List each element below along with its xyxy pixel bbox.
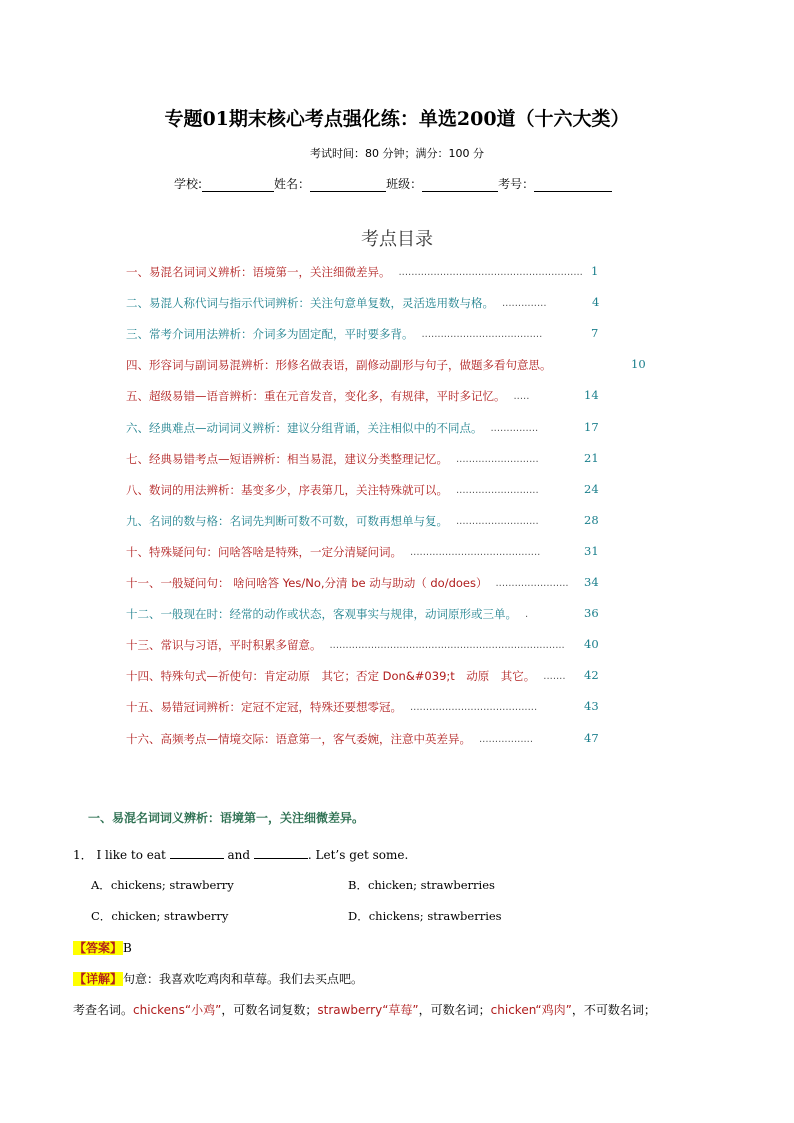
detail-text: 句意：我喜欢吃鸡肉和草莓。我们去买点吧。 — [123, 972, 364, 986]
toc-page-number: 1 — [591, 264, 599, 278]
toc-entry[interactable] — [126, 573, 569, 593]
toc-entry[interactable] — [126, 262, 583, 282]
toc-page-number: 34 — [584, 575, 599, 589]
toc-entry-text: 七、经典易错考点—短语辨析：相当易混，建议分类整理记忆。 — [126, 452, 448, 466]
option-d[interactable] — [348, 908, 502, 924]
class-blank[interactable] — [422, 178, 498, 192]
option-label: B． — [348, 878, 368, 892]
toc-page-number: 40 — [584, 637, 599, 651]
toc-entry[interactable] — [126, 418, 538, 438]
explanation-text: 考查名词。 — [73, 1003, 134, 1017]
option-label: A． — [91, 878, 111, 892]
answer-blank-2 — [254, 846, 308, 859]
exam-number-blank[interactable] — [534, 178, 612, 192]
toc-page-number: 4 — [592, 295, 600, 309]
exam-number-label: 考号： — [498, 177, 535, 191]
toc-entry[interactable] — [126, 449, 539, 469]
toc-entry[interactable] — [126, 604, 528, 624]
toc-leader-dots: .......................................................................... — [329, 639, 565, 651]
toc-entry[interactable] — [126, 729, 533, 749]
toc-page-number: 7 — [591, 326, 599, 340]
section-heading: 一、易混名词词义辨析：语境第一，关注细微差异。 — [88, 811, 365, 825]
toc-leader-dots: .......................... — [456, 515, 539, 527]
toc-leader-dots: ................. — [479, 733, 534, 745]
toc-title: 考点目录 — [361, 229, 433, 250]
toc-page-number: 24 — [584, 482, 599, 496]
toc-entry[interactable] — [126, 511, 539, 531]
stem-part-b: and — [227, 848, 251, 862]
toc-leader-dots: .............. — [502, 297, 547, 309]
toc-entry-text: 六、经典难点—动词词义辨析：建议分组背诵，关注相似中的不同点。 — [126, 421, 483, 435]
toc-page-number: 28 — [584, 513, 599, 527]
toc-leader-dots: .......................................................... — [398, 266, 583, 278]
answer-line — [73, 939, 132, 956]
question-number: 1． — [73, 848, 93, 862]
explanation-line — [73, 1001, 656, 1018]
toc-page-number: 47 — [584, 731, 599, 745]
school-blank[interactable] — [202, 178, 274, 192]
explanation-term: chickens“小鸡” — [133, 1003, 222, 1017]
toc-leader-dots: ........................................ — [410, 701, 538, 713]
option-text: chicken; strawberry — [111, 909, 229, 923]
option-a[interactable] — [91, 877, 234, 893]
toc-leader-dots: .......................... — [456, 453, 539, 465]
toc-page-number: 17 — [584, 420, 599, 434]
option-label: D． — [348, 909, 369, 923]
document-title: 专题01期末核心考点强化练：单选200道（十六大类） — [164, 108, 630, 130]
option-text: chickens; strawberry — [110, 878, 234, 892]
explanation-term: strawberry“草莓” — [317, 1003, 419, 1017]
option-text: chickens; strawberries — [368, 909, 502, 923]
toc-entry-text: 三、常考介词用法辨析：介词多为固定配，平时要多背。 — [126, 327, 414, 341]
answer-value: B — [123, 941, 132, 955]
toc-entry-text: 十一、一般疑问句： 啥问啥答 Yes/No,分清 be 动与助动（ do/does） — [126, 576, 488, 590]
toc-entry-text: 四、形容词与副词易混辨析：形修名做表语，副修动副形与句子，做题多看句意思。 — [126, 358, 552, 372]
toc-leader-dots: . — [525, 608, 529, 620]
school-label: 学校: — [174, 177, 203, 191]
explanation-text: ，可数名词； — [418, 1003, 491, 1017]
toc-leader-dots: ............... — [490, 422, 539, 434]
toc-entry[interactable] — [126, 355, 552, 375]
toc-entry-text: 五、超级易错—语音辨析：重在元音发音，变化多，有规律，平时多记忆。 — [126, 389, 506, 403]
explanation-text: ，不可数名词； — [571, 1003, 656, 1017]
option-text: chicken; strawberries — [367, 878, 495, 892]
option-b[interactable] — [348, 877, 495, 893]
toc-entry-text: 九、名词的数与格：名词先判断可数不可数，可数再想单与复。 — [126, 514, 448, 528]
answer-blank-1 — [170, 846, 224, 859]
toc-page-number: 21 — [584, 451, 599, 465]
toc-entry-text: 十五、易错冠词辨析：定冠不定冠，特殊还要想零冠。 — [126, 700, 402, 714]
toc-entry[interactable] — [126, 293, 547, 313]
toc-entry[interactable] — [126, 542, 540, 562]
toc-entry-text: 十二、一般现在时：经常的动作或状态，客观事实与规律，动词原形或三单。 — [126, 607, 517, 621]
toc-entry-text: 十、特殊疑问句：问啥答啥是特殊，一定分清疑问词。 — [126, 545, 402, 559]
toc-leader-dots: ..... — [513, 390, 530, 402]
toc-leader-dots: ....... — [543, 670, 566, 682]
toc-entry-text: 十六、高频考点—情境交际：语意第一，客气委婉，注意中英差异。 — [126, 732, 471, 746]
toc-page-number: 10 — [631, 357, 646, 371]
toc-page-number: 14 — [584, 388, 599, 402]
explanation-term: chicken“鸡肉” — [490, 1003, 572, 1017]
toc-entry-text: 一、易混名词词义辨析：语境第一，关注细微差异。 — [126, 265, 391, 279]
toc-leader-dots: ......................................... — [410, 546, 541, 558]
name-blank[interactable] — [310, 178, 386, 192]
student-info-fields — [174, 175, 612, 192]
toc-entry[interactable] — [126, 666, 566, 686]
toc-entry[interactable] — [126, 386, 529, 406]
toc-entry-text: 十四、特殊句式—祈使句：肯定动原 其它；否定 Don&#039;t 动原 其它。 — [126, 669, 536, 683]
toc-entry[interactable] — [126, 635, 565, 655]
toc-entry[interactable] — [126, 324, 542, 344]
toc-leader-dots: ...................................... — [421, 328, 543, 340]
toc-page-number: 43 — [584, 699, 599, 713]
detail-line — [73, 970, 363, 987]
toc-entry-text: 二、易混人称代词与指示代词辨析：关注句意单复数，灵活选用数与格。 — [126, 296, 494, 310]
class-label: 班级： — [386, 177, 423, 191]
toc-entry[interactable] — [126, 697, 537, 717]
option-c[interactable] — [91, 908, 228, 924]
explanation-text: ，可数名词复数； — [221, 1003, 318, 1017]
detail-badge: 【详解】 — [74, 972, 123, 986]
answer-badge: 【答案】 — [74, 941, 123, 955]
stem-part-c: . Let’s get some. — [307, 848, 409, 862]
toc-entry[interactable] — [126, 480, 539, 500]
option-label: C． — [91, 909, 112, 923]
toc-entry-text: 八、数词的用法辨析：基变多少，序表第几，关注特殊就可以。 — [126, 483, 448, 497]
toc-page-number: 42 — [584, 668, 599, 682]
toc-leader-dots: .......................... — [456, 484, 539, 496]
name-label: 姓名： — [274, 177, 311, 191]
toc-leader-dots: ....................... — [495, 577, 569, 589]
toc-page-number: 36 — [584, 606, 599, 620]
question-stem — [73, 846, 408, 863]
stem-part-a: I like to eat — [96, 848, 166, 862]
toc-page-number: 31 — [584, 544, 599, 558]
exam-info: 考试时间：80 分钟；满分：100 分 — [310, 147, 484, 160]
toc-entry-text: 十三、常识与习语，平时积累多留意。 — [126, 638, 322, 652]
